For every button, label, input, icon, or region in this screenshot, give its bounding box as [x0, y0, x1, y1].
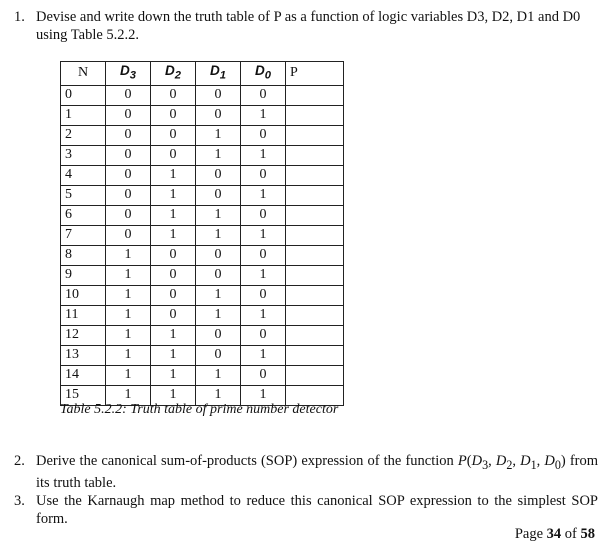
header-d1: $D_1$ — [196, 62, 241, 86]
question-3 — [14, 492, 598, 528]
table-cell: 0 — [196, 345, 241, 365]
table-row — [61, 165, 344, 185]
table-cell: 0 — [241, 325, 286, 345]
table-cell: 0 — [196, 265, 241, 285]
table-cell — [286, 265, 344, 285]
table-cell: 1 — [151, 385, 196, 405]
table-cell: 0 — [106, 225, 151, 245]
table-cell: 1 — [196, 145, 241, 165]
table-row — [61, 265, 344, 285]
table-cell — [286, 345, 344, 365]
table-cell: 0 — [106, 205, 151, 225]
table-row — [61, 145, 344, 165]
table-cell: 0 — [241, 85, 286, 105]
table-row — [61, 205, 344, 225]
table-row — [61, 285, 344, 305]
table-cell: 3 — [61, 145, 106, 165]
table-cell — [286, 305, 344, 325]
table-cell: 5 — [61, 185, 106, 205]
truth-table-body — [61, 85, 344, 405]
header-p: P — [286, 62, 344, 86]
table-cell: 12 — [61, 325, 106, 345]
table-row — [61, 325, 344, 345]
question-2 — [14, 452, 598, 492]
table-cell — [286, 205, 344, 225]
table-row — [61, 125, 344, 145]
header-d1-subscript: 1 — [219, 69, 226, 82]
table-cell: 6 — [61, 205, 106, 225]
table-cell: 1 — [151, 345, 196, 365]
table-cell: 7 — [61, 225, 106, 245]
table-row — [61, 185, 344, 205]
header-d0-subscript: 0 — [264, 69, 271, 82]
table-cell: 0 — [151, 305, 196, 325]
table-cell: 0 — [196, 325, 241, 345]
table-cell: 0 — [151, 125, 196, 145]
table-row — [61, 85, 344, 105]
table-cell — [286, 125, 344, 145]
question-1 — [14, 8, 604, 44]
table-cell: 10 — [61, 285, 106, 305]
table-cell: 1 — [106, 385, 151, 405]
table-cell: 1 — [106, 305, 151, 325]
table-cell: 1 — [241, 385, 286, 405]
table-cell: 11 — [61, 305, 106, 325]
table-cell: 0 — [151, 245, 196, 265]
table-cell: 4 — [61, 165, 106, 185]
header-d2: $D_2$ — [151, 62, 196, 86]
question-1-number: 1. — [14, 9, 25, 25]
table-cell: 1 — [241, 185, 286, 205]
table-cell: 0 — [151, 265, 196, 285]
table-cell: 0 — [241, 245, 286, 265]
truth-table-header-row — [61, 62, 344, 86]
table-cell: 0 — [106, 85, 151, 105]
table-cell: 2 — [61, 125, 106, 145]
table-cell — [286, 285, 344, 305]
table-cell: 1 — [196, 285, 241, 305]
table-cell: 15 — [61, 385, 106, 405]
header-n: N — [61, 62, 106, 86]
table-cell: 1 — [151, 225, 196, 245]
table-cell: 1 — [106, 365, 151, 385]
header-d3: $D_3$ — [106, 62, 151, 86]
page-total: 58 — [580, 526, 595, 542]
table-cell: 14 — [61, 365, 106, 385]
table-row — [61, 345, 344, 365]
question-3-text: Use the Karnaugh map method to reduce this canonical SOP expression to the simplest SOP form. — [36, 492, 598, 527]
question-1-text: Devise and write down the truth table of P as a function of logic variables D3, D2, D1 and D0 using Table 5.2.2. — [36, 9, 581, 43]
table-row — [61, 365, 344, 385]
table-cell: 1 — [151, 165, 196, 185]
table-cell: 0 — [106, 165, 151, 185]
page-prefix: Page — [514, 526, 547, 542]
table-cell — [286, 145, 344, 165]
table-cell: 0 — [106, 145, 151, 165]
table-cell: 13 — [61, 345, 106, 365]
table-cell: 1 — [151, 185, 196, 205]
table-cell: 0 — [106, 185, 151, 205]
question-2-text: Derive the canonical sum-of-products (SOP) expression of the function $P(D_3$, $D_2$, $D_1$, $D_0$) from its truth table. — [36, 453, 599, 491]
table-cell — [286, 85, 344, 105]
table-cell: 1 — [241, 145, 286, 165]
table-cell: 1 — [106, 325, 151, 345]
table-cell: 1 — [241, 265, 286, 285]
truth-table — [60, 61, 344, 406]
table-cell: 0 — [241, 365, 286, 385]
table-cell: 0 — [151, 285, 196, 305]
table-cell: 9 — [61, 265, 106, 285]
page-current: 34 — [546, 526, 562, 542]
table-row — [61, 245, 344, 265]
table-cell: 0 — [151, 105, 196, 125]
table-cell: 1 — [151, 365, 196, 385]
table-cell — [286, 225, 344, 245]
page-of: of — [561, 526, 581, 542]
table-cell: 1 — [106, 245, 151, 265]
table-cell: 0 — [61, 85, 106, 105]
table-cell: 0 — [241, 165, 286, 185]
table-cell: 1 — [241, 345, 286, 365]
table-row — [61, 305, 344, 325]
table-cell: 1 — [106, 265, 151, 285]
table-cell: 1 — [61, 105, 106, 125]
table-cell: 1 — [151, 325, 196, 345]
table-cell: 1 — [196, 225, 241, 245]
table-caption: Table 5.2.2: Truth table of prime number detector — [60, 402, 339, 417]
table-cell: 1 — [241, 225, 286, 245]
question-2-number: 2. — [14, 453, 25, 469]
table-cell: 0 — [241, 125, 286, 145]
table-cell — [286, 165, 344, 185]
table-cell: 0 — [151, 85, 196, 105]
table-cell: 0 — [196, 105, 241, 125]
table-cell — [286, 185, 344, 205]
table-cell: 1 — [196, 365, 241, 385]
table-cell — [286, 365, 344, 385]
table-cell: 1 — [196, 385, 241, 405]
table-cell: 0 — [196, 85, 241, 105]
table-cell: 1 — [241, 105, 286, 125]
header-d0: $D_0$ — [241, 62, 286, 86]
page-number — [515, 526, 595, 543]
table-cell: 1 — [106, 285, 151, 305]
table-cell: 0 — [241, 205, 286, 225]
table-cell — [286, 325, 344, 345]
table-cell: 8 — [61, 245, 106, 265]
table-cell: 0 — [196, 185, 241, 205]
table-row — [61, 105, 344, 125]
table-cell — [286, 105, 344, 125]
table-cell: 1 — [106, 345, 151, 365]
table-cell: 0 — [196, 165, 241, 185]
table-row — [61, 225, 344, 245]
table-cell: 1 — [241, 305, 286, 325]
question-3-number: 3. — [14, 492, 25, 509]
table-cell: 1 — [196, 205, 241, 225]
table-cell: 1 — [151, 205, 196, 225]
header-d2-subscript: 2 — [174, 69, 181, 82]
table-cell — [286, 245, 344, 265]
table-cell: 0 — [196, 245, 241, 265]
question-list — [14, 452, 598, 528]
table-cell: 0 — [106, 125, 151, 145]
table-cell: 1 — [196, 305, 241, 325]
table-cell: 0 — [106, 105, 151, 125]
table-cell: 0 — [151, 145, 196, 165]
header-d3-subscript: 3 — [129, 69, 136, 82]
table-cell: 0 — [241, 285, 286, 305]
table-cell: 1 — [196, 125, 241, 145]
